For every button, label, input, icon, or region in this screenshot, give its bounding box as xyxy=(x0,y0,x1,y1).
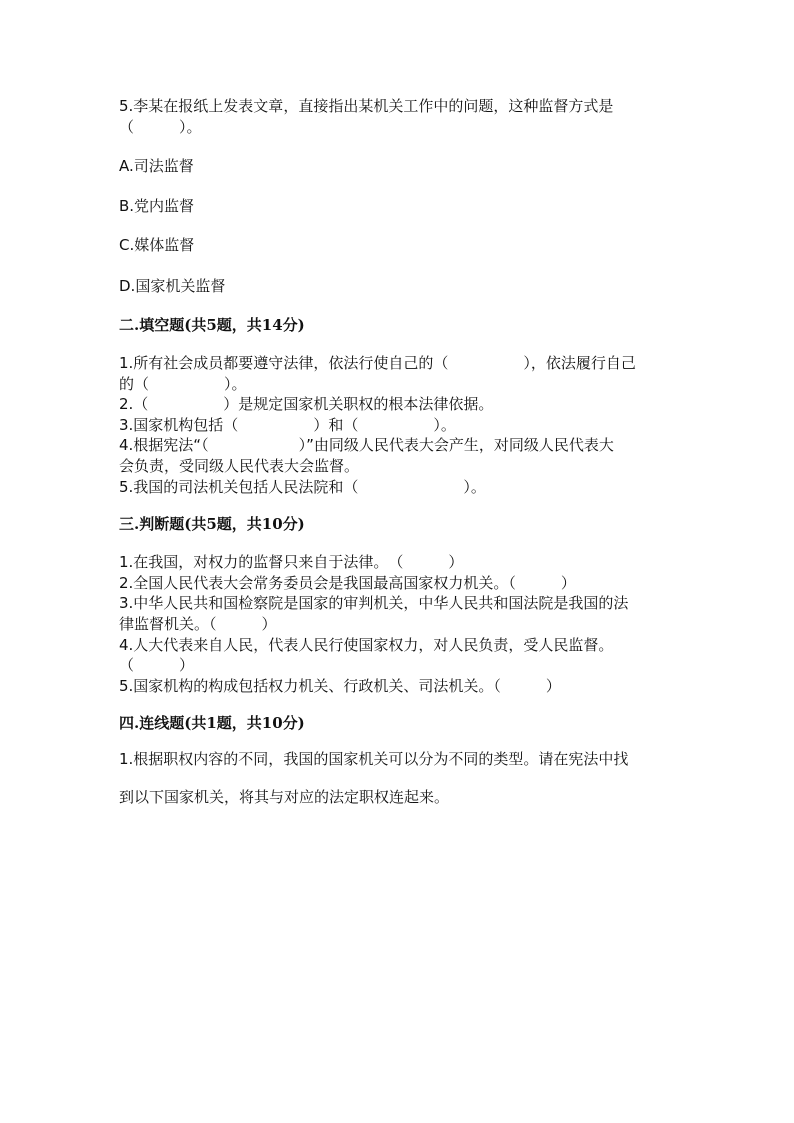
option-b: B.党内监督 xyxy=(119,197,195,215)
fill-line: 5.我国的司法机关包括人民法院和（ ）。 xyxy=(119,477,486,496)
judge-line: （ ） xyxy=(119,656,195,675)
match-line: 1.根据职权内容的不同，我国的国家机关可以分为不同的类型。请在宪法中找 xyxy=(119,750,629,769)
judge-line: 律监督机关。（ ） xyxy=(119,614,277,633)
judge-line: 2.全国人民代表大会常务委员会是我国最高国家权力机关。（ ） xyxy=(119,573,576,592)
match-line: 到以下国家机关，将其与对应的法定职权连起来。 xyxy=(119,788,450,807)
judge-line: 3.中华人民共和国检察院是国家的审判机关，中华人民共和国法院是我国的法 xyxy=(119,594,629,613)
section-heading-fill: 二.填空题(共5题，共14分) xyxy=(119,316,305,334)
option-c: C.媒体监督 xyxy=(119,236,195,254)
match-questions xyxy=(119,740,679,816)
judge-questions xyxy=(119,552,679,696)
option-d: D.国家机关监督 xyxy=(119,277,226,295)
fill-line: 4.根据宪法“（ ）”由同级人民代表大会产生，对同级人民代表大 xyxy=(119,436,614,455)
question-text: 5.李某在报纸上发表文章，直接指出某机关工作中的问题，这种监督方式是 xyxy=(119,97,614,115)
section-heading-match: 四.连线题(共1题，共10分) xyxy=(119,714,305,733)
fill-line: 3.国家机构包括（ ）和（ ）。 xyxy=(119,415,456,434)
exam-content xyxy=(119,96,679,816)
option-a: A.司法监督 xyxy=(119,157,194,175)
judge-line: 4.人大代表来自人民，代表人民行使国家权力，对人民负责，受人民监督。 xyxy=(119,635,614,654)
choice-question-5 xyxy=(119,96,679,138)
fill-line: 1.所有社会成员都要遵守法律，依法行使自己的（ ），依法履行自己 xyxy=(119,354,636,372)
fill-line: 2.（ ）是规定国家机关职权的根本法律依据。 xyxy=(119,395,494,414)
section-heading-judge: 三.判断题(共5题，共10分) xyxy=(119,515,305,534)
question-blank: （ ）。 xyxy=(119,118,202,136)
fill-line: 会负责，受同级人民代表大会监督。 xyxy=(119,456,360,475)
judge-line: 1.在我国，对权力的监督只来自于法律。 （ ） xyxy=(119,553,464,572)
fill-line: 的（ ）。 xyxy=(119,374,247,393)
fill-questions xyxy=(119,353,679,497)
judge-line: 5.国家机构的构成包括权力机关、行政机关、司法机关。（ ） xyxy=(119,676,561,695)
